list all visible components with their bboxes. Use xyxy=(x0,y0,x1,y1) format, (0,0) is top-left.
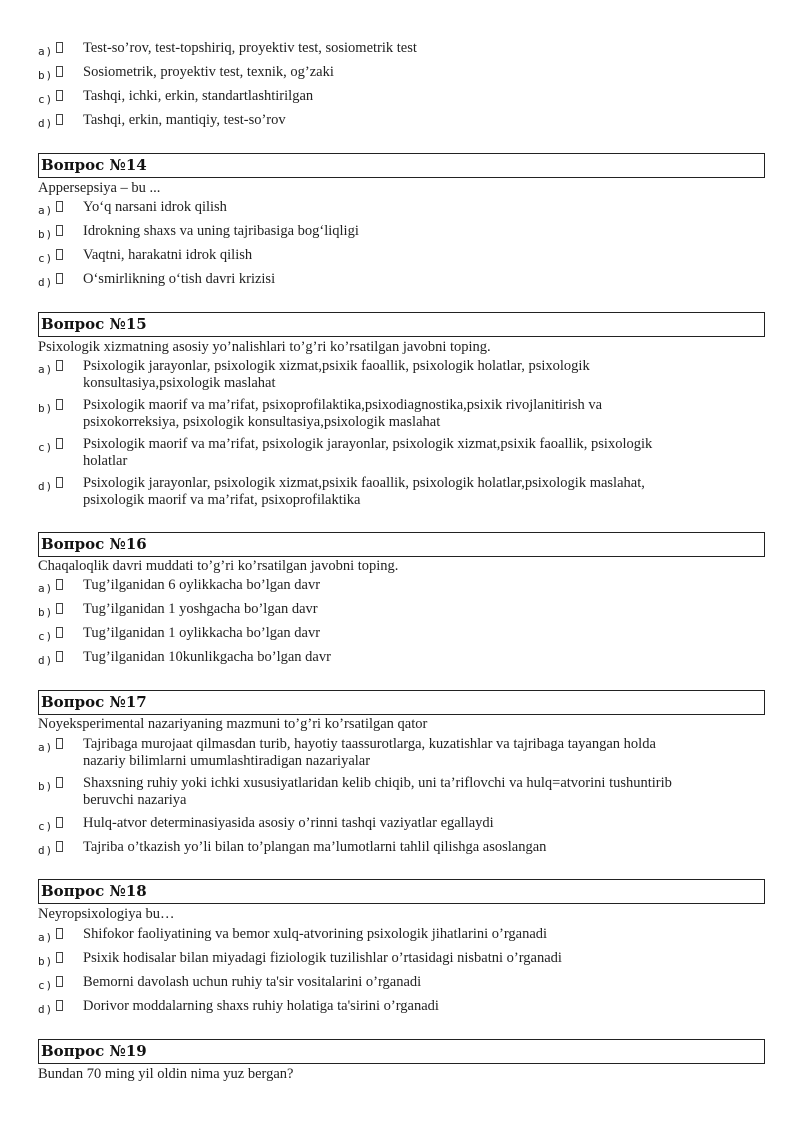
option-letter: d) xyxy=(38,844,54,857)
option-letter: c) xyxy=(38,441,54,454)
checkbox-icon[interactable] xyxy=(56,201,63,212)
checkbox-icon[interactable] xyxy=(56,651,63,662)
question-18-text: Neyropsixologiya bu… xyxy=(38,906,175,922)
option-text: Idrokning shaxs va uning tajribasiga bog‘liqligi xyxy=(83,223,359,239)
checkbox-icon[interactable] xyxy=(56,438,63,449)
option-letter: d) xyxy=(38,276,54,289)
checkbox-icon[interactable] xyxy=(56,928,63,939)
checkbox-icon[interactable] xyxy=(56,42,63,53)
option-text: Dorivor moddalarning shaxs ruhiy holatiga ta'sirini o’rganadi xyxy=(83,998,439,1014)
checkbox-icon[interactable] xyxy=(56,952,63,963)
option-letter: a) xyxy=(38,741,54,754)
option-text: Test-so’rov, test-topshiriq, proyektiv test, sosiometrik test xyxy=(83,40,417,56)
checkbox-icon[interactable] xyxy=(56,579,63,590)
option-text-line-1: Psixologik jarayonlar, psixologik xizmat,psixik faoallik, psixologik holatlar,psixologik maslahat, xyxy=(83,475,645,491)
option-letter: b) xyxy=(38,402,54,415)
option-text-line-1: Psixologik maorif va ma’rifat, psixoprofilaktika,psixodiagnostika,psixik rivojlanitirish va xyxy=(83,397,603,413)
question-14-header: Вопрос №14 xyxy=(38,153,765,178)
option-letter: c) xyxy=(38,630,54,643)
checkbox-icon[interactable] xyxy=(56,477,63,488)
option-text-line-1: Shaxsning ruhiy yoki ichki xususiyatlaridan kelib chiqib, uni ta’riflovchi va hulq=atvorini tushuntirib xyxy=(83,775,672,791)
option-letter: c) xyxy=(38,93,54,106)
option-letter: a) xyxy=(38,363,54,376)
option-letter: d) xyxy=(38,480,54,493)
option-letter: c) xyxy=(38,979,54,992)
checkbox-icon[interactable] xyxy=(56,777,63,788)
option-letter: c) xyxy=(38,820,54,833)
option-letter: d) xyxy=(38,654,54,667)
question-15-text: Psixologik xizmatning asosiy yo’nalishlari to’g’ri ko’rsatilgan javobni toping. xyxy=(38,339,491,355)
option-letter: a) xyxy=(38,204,54,217)
option-letter: b) xyxy=(38,955,54,968)
option-text: O‘smirlikning o‘tish davri krizisi xyxy=(83,271,276,287)
option-letter: a) xyxy=(38,45,54,58)
option-letter: b) xyxy=(38,606,54,619)
question-14-text: Appersepsiya – bu ... xyxy=(38,180,161,196)
option-text-line-1: Psixologik maorif va ma’rifat, psixologik jarayonlar, psixologik xizmat,psixik faoallik, psixologik xyxy=(83,436,653,452)
option-text: Hulq-atvor determinasiyasida asosiy o’rinni tashqi vaziyatlar egallaydi xyxy=(83,815,494,831)
checkbox-icon[interactable] xyxy=(56,225,63,236)
question-17-header: Вопрос №17 xyxy=(38,690,765,715)
option-text: Sosiometrik, proyektiv test, texnik, og’zaki xyxy=(83,64,334,80)
checkbox-icon[interactable] xyxy=(56,1000,63,1011)
question-17-text: Noyeksperimental nazariyaning mazmuni to’g’ri ko’rsatilgan qator xyxy=(38,716,428,732)
checkbox-icon[interactable] xyxy=(56,841,63,852)
question-19-text: Bundan 70 ming yil oldin nima yuz bergan? xyxy=(38,1066,294,1082)
checkbox-icon[interactable] xyxy=(56,90,63,101)
option-letter: c) xyxy=(38,252,54,265)
checkbox-icon[interactable] xyxy=(56,273,63,284)
option-text: Tashqi, ichki, erkin, standartlashtirilgan xyxy=(83,88,314,104)
option-text-line-1: Psixologik jarayonlar, psixologik xizmat,psixik faoallik, psixologik holatlar, psixologik xyxy=(83,358,590,374)
option-letter: b) xyxy=(38,69,54,82)
option-letter: d) xyxy=(38,1003,54,1016)
option-text-line-2: nazariy bilimlarni umumlashtiradigan nazariyalar xyxy=(83,753,371,769)
question-16-header: Вопрос №16 xyxy=(38,532,765,557)
checkbox-icon[interactable] xyxy=(56,976,63,987)
option-letter: a) xyxy=(38,582,54,595)
checkbox-icon[interactable] xyxy=(56,603,63,614)
option-text: Tug’ilganidan 10kunlikgacha bo’lgan davr xyxy=(83,649,331,665)
option-text: Bemorni davolash uchun ruhiy ta'sir vositalarini o’rganadi xyxy=(83,974,422,990)
option-letter: b) xyxy=(38,228,54,241)
option-text: Vaqtni, harakatni idrok qilish xyxy=(83,247,253,263)
option-text: Tug’ilganidan 1 oylikkacha bo’lgan davr xyxy=(83,625,321,641)
option-text: Psixik hodisalar bilan miyadagi fiziologik tuzilishlar o’rtasidagi nisbatni o’rganadi xyxy=(83,950,562,966)
option-text-line-2: konsultasiya,psixologik maslahat xyxy=(83,375,276,391)
option-text-line-1: Tajribaga murojaat qilmasdan turib, hayotiy taassurotlarga, kuzatishlar va tajribaga tayangan holda xyxy=(83,736,656,752)
option-text: Tajriba o’tkazish yo’li bilan to’plangan ma’lumotlarni tahlil qilishga asoslangan xyxy=(83,839,547,855)
checkbox-icon[interactable] xyxy=(56,249,63,260)
option-text-line-2: holatlar xyxy=(83,453,128,469)
option-text-line-2: psixologik maorif va ma’rifat, psixoprofilaktika xyxy=(83,492,361,508)
option-letter: b) xyxy=(38,780,54,793)
question-15-header: Вопрос №15 xyxy=(38,312,765,337)
question-19-header: Вопрос №19 xyxy=(38,1039,765,1064)
option-text-line-2: psixokorreksiya, psixologik konsultasiya,psixologik maslahat xyxy=(83,414,441,430)
option-text: Yo‘q narsani idrok qilish xyxy=(83,199,227,215)
option-text: Tug’ilganidan 6 oylikkacha bo’lgan davr xyxy=(83,577,321,593)
checkbox-icon[interactable] xyxy=(56,66,63,77)
question-18-header: Вопрос №18 xyxy=(38,879,765,904)
checkbox-icon[interactable] xyxy=(56,360,63,371)
option-text-line-2: beruvchi nazariya xyxy=(83,792,187,808)
option-letter: d) xyxy=(38,117,54,130)
option-letter: a) xyxy=(38,931,54,944)
option-text: Shifokor faoliyatining va bemor xulq-atvorining psixologik jihatlarini o’rganadi xyxy=(83,926,548,942)
checkbox-icon[interactable] xyxy=(56,399,63,410)
question-16-text: Chaqaloqlik davri muddati to’g’ri ko’rsatilgan javobni toping. xyxy=(38,558,399,574)
checkbox-icon[interactable] xyxy=(56,627,63,638)
checkbox-icon[interactable] xyxy=(56,738,63,749)
checkbox-icon[interactable] xyxy=(56,114,63,125)
checkbox-icon[interactable] xyxy=(56,817,63,828)
option-text: Tashqi, erkin, mantiqiy, test-so’rov xyxy=(83,112,286,128)
option-text: Tug’ilganidan 1 yoshgacha bo’lgan davr xyxy=(83,601,318,617)
